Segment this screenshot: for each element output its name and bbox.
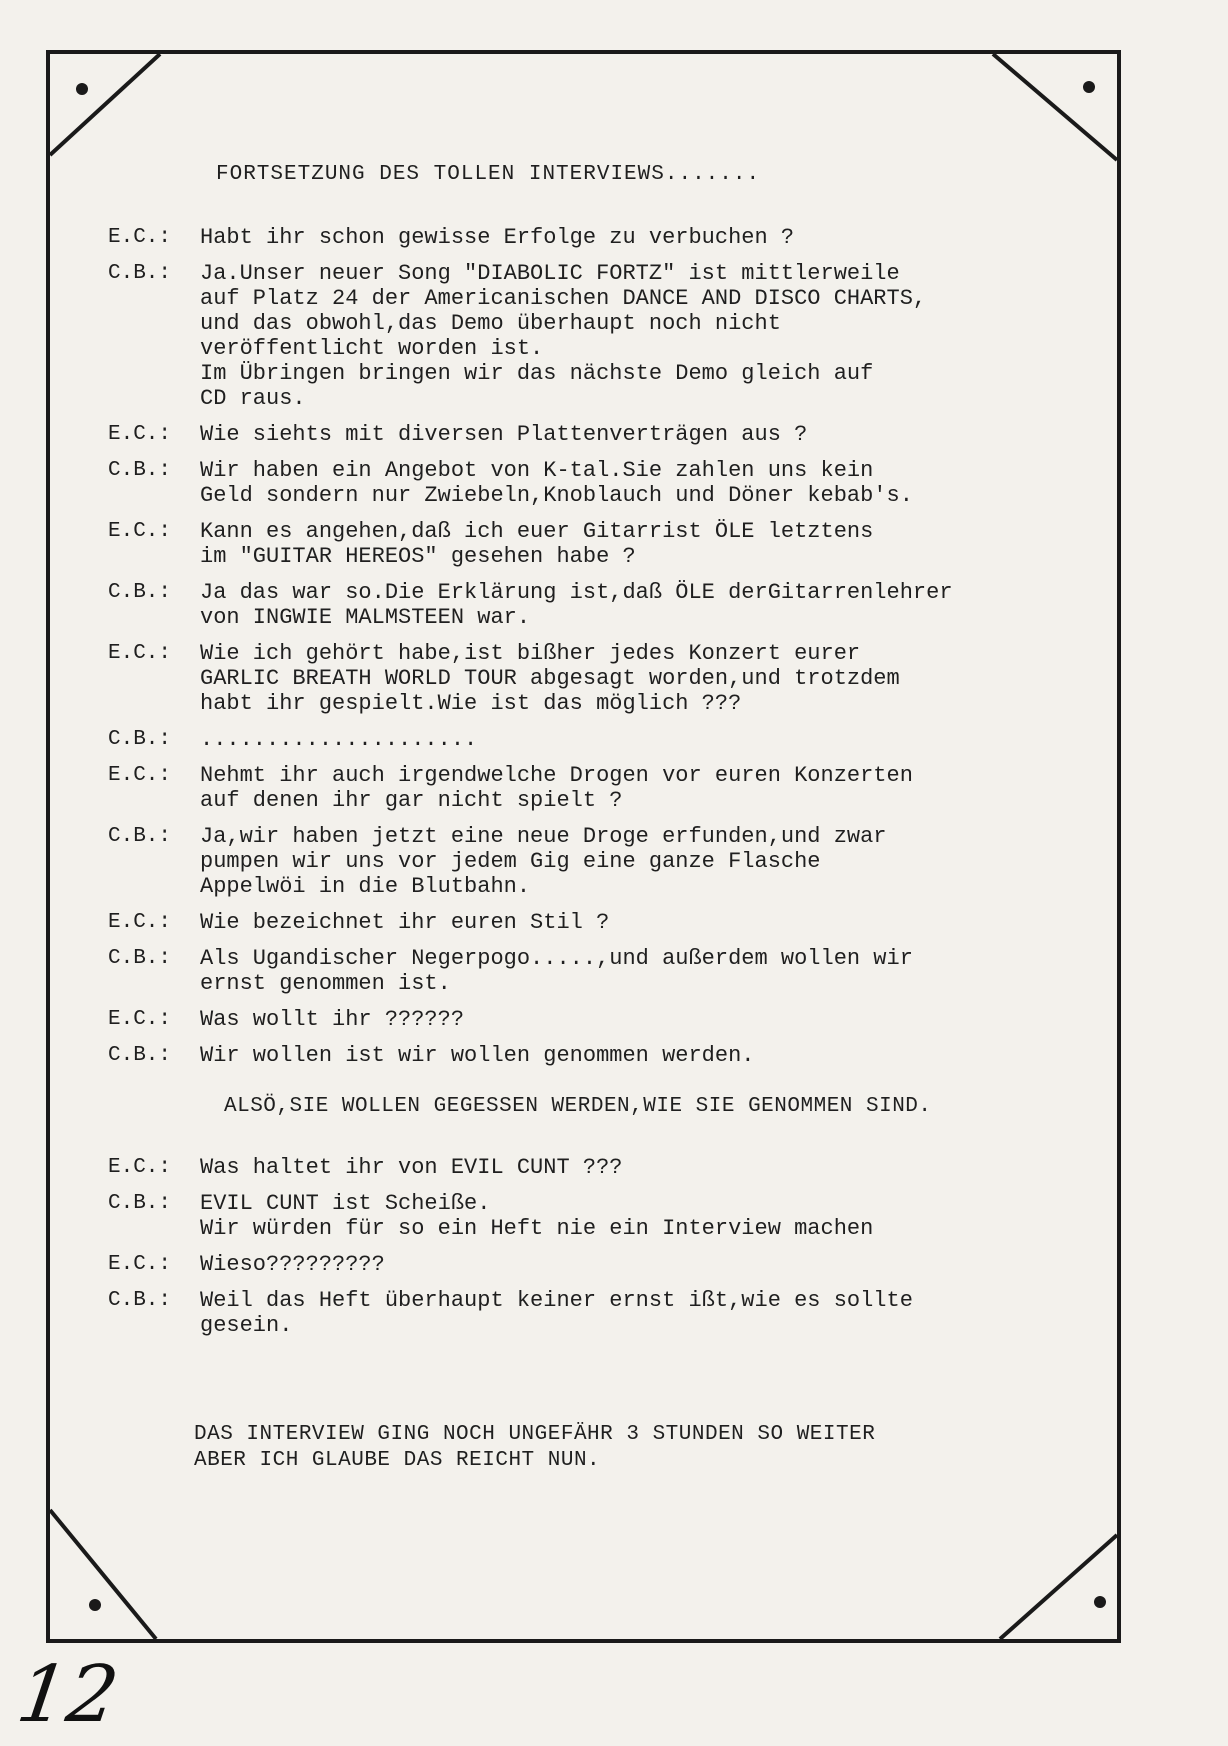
dialog-line: [108, 1043, 1088, 1068]
dialog-line: [108, 225, 1088, 250]
dialog-text: Ja.Unser neuer Song "DIABOLIC FORTZ" ist mittlerweile auf Platz 24 der Americanischen DANCE AND DISCO CHARTS, und das obwohl,das Demo überhaupt noch nicht veröffentlicht worden ist. Im Übringen bringen wir das nächste Demo gleich auf CD raus.: [200, 261, 927, 411]
dialog-text: Wie bezeichnet ihr euren Stil ?: [200, 910, 610, 935]
speaker-label: E.C.:: [108, 423, 172, 446]
dialog-text: .....................: [200, 727, 478, 752]
dialog-text: Wir wollen ist wir wollen genommen werden.: [200, 1043, 755, 1068]
page-number: 12: [11, 1650, 124, 1740]
dialog-text: Wie siehts mit diversen Plattenverträgen aus ?: [200, 422, 808, 447]
speaker-label: E.C.:: [108, 764, 172, 787]
dialog-text: Ja das war so.Die Erklärung ist,daß ÖLE derGitarrenlehrer von INGWIE MALMSTEEN war.: [200, 580, 953, 630]
aside-remark: ALSÖ,SIE WOLLEN GEGESSEN WERDEN,WIE SIE GENOMMEN SIND.: [224, 1095, 932, 1118]
dialog-line: [108, 824, 1088, 899]
dialog-line: [108, 1155, 1088, 1180]
dialog-line: [108, 458, 1088, 508]
dialog-part-1: [108, 225, 1088, 1068]
speaker-label: C.B.:: [108, 459, 172, 482]
dialog-text: Ja,wir haben jetzt eine neue Droge erfunden,und zwar pumpen wir uns vor jedem Gig eine ganze Flasche Appelwöi in die Blutbahn.: [200, 824, 887, 899]
dialog-line: [108, 261, 1088, 411]
dialog-line: [108, 580, 1088, 630]
dialog-text: Als Ugandischer Negerpogo.....,und außerdem wollen wir ernst genommen ist.: [200, 946, 913, 996]
speaker-label: E.C.:: [108, 226, 172, 249]
closing-note: DAS INTERVIEW GING NOCH UNGEFÄHR 3 STUNDEN SO WEITER ABER ICH GLAUBE DAS REICHT NUN.: [194, 1423, 876, 1472]
dialog-text: Wir haben ein Angebot von K-tal.Sie zahlen uns kein Geld sondern nur Zwiebeln,Knoblauch und Döner kebab's.: [200, 458, 913, 508]
dialog-line: [108, 763, 1088, 813]
speaker-label: E.C.:: [108, 520, 172, 543]
dialog-text: Wieso?????????: [200, 1252, 385, 1277]
dialog-text: Nehmt ihr auch irgendwelche Drogen vor euren Konzerten auf denen ihr gar nicht spielt ?: [200, 763, 913, 813]
dialog-line: [108, 519, 1088, 569]
dialog-text: Kann es angehen,daß ich euer Gitarrist ÖLE letztens im "GUITAR HEREOS" gesehen habe ?: [200, 519, 874, 569]
speaker-label: C.B.:: [108, 1044, 172, 1067]
dialog-line: [108, 946, 1088, 996]
dialog-line: [108, 1191, 1088, 1241]
page-title: FORTSETZUNG DES TOLLEN INTERVIEWS.......: [216, 163, 761, 186]
speaker-label: E.C.:: [108, 1008, 172, 1031]
dialog-line: [108, 641, 1088, 716]
speaker-label: C.B.:: [108, 728, 172, 751]
speaker-label: C.B.:: [108, 1289, 172, 1312]
dialog-line: [108, 910, 1088, 935]
speaker-label: C.B.:: [108, 581, 172, 604]
dialog-line: [108, 422, 1088, 447]
speaker-label: C.B.:: [108, 1192, 172, 1215]
speaker-label: E.C.:: [108, 1156, 172, 1179]
dialog-part-2: [108, 1155, 1088, 1338]
dialog-text: Habt ihr schon gewisse Erfolge zu verbuchen ?: [200, 225, 795, 250]
dialog-text: EVIL CUNT ist Scheiße. Wir würden für so ein Heft nie ein Interview machen: [200, 1191, 874, 1241]
dialog-line: [108, 1288, 1088, 1338]
dialog-text: Weil das Heft überhaupt keiner ernst ißt,wie es sollte gesein.: [200, 1288, 913, 1338]
dialog-line: [108, 1252, 1088, 1277]
speaker-label: E.C.:: [108, 642, 172, 665]
speaker-label: C.B.:: [108, 262, 172, 285]
dialog-line: [108, 1007, 1088, 1032]
dialog-text: Was haltet ihr von EVIL CUNT ???: [200, 1155, 623, 1180]
dialog-line: [108, 727, 1088, 752]
dialog-text: Wie ich gehört habe,ist bißher jedes Konzert eurer GARLIC BREATH WORLD TOUR abgesagt worden,und trotzdem habt ihr gespielt.Wie ist das möglich ???: [200, 641, 900, 716]
speaker-label: E.C.:: [108, 911, 172, 934]
speaker-label: E.C.:: [108, 1253, 172, 1276]
interview-dialog: [108, 225, 1088, 1349]
speaker-label: C.B.:: [108, 825, 172, 848]
speaker-label: C.B.:: [108, 947, 172, 970]
dialog-text: Was wollt ihr ??????: [200, 1007, 465, 1032]
